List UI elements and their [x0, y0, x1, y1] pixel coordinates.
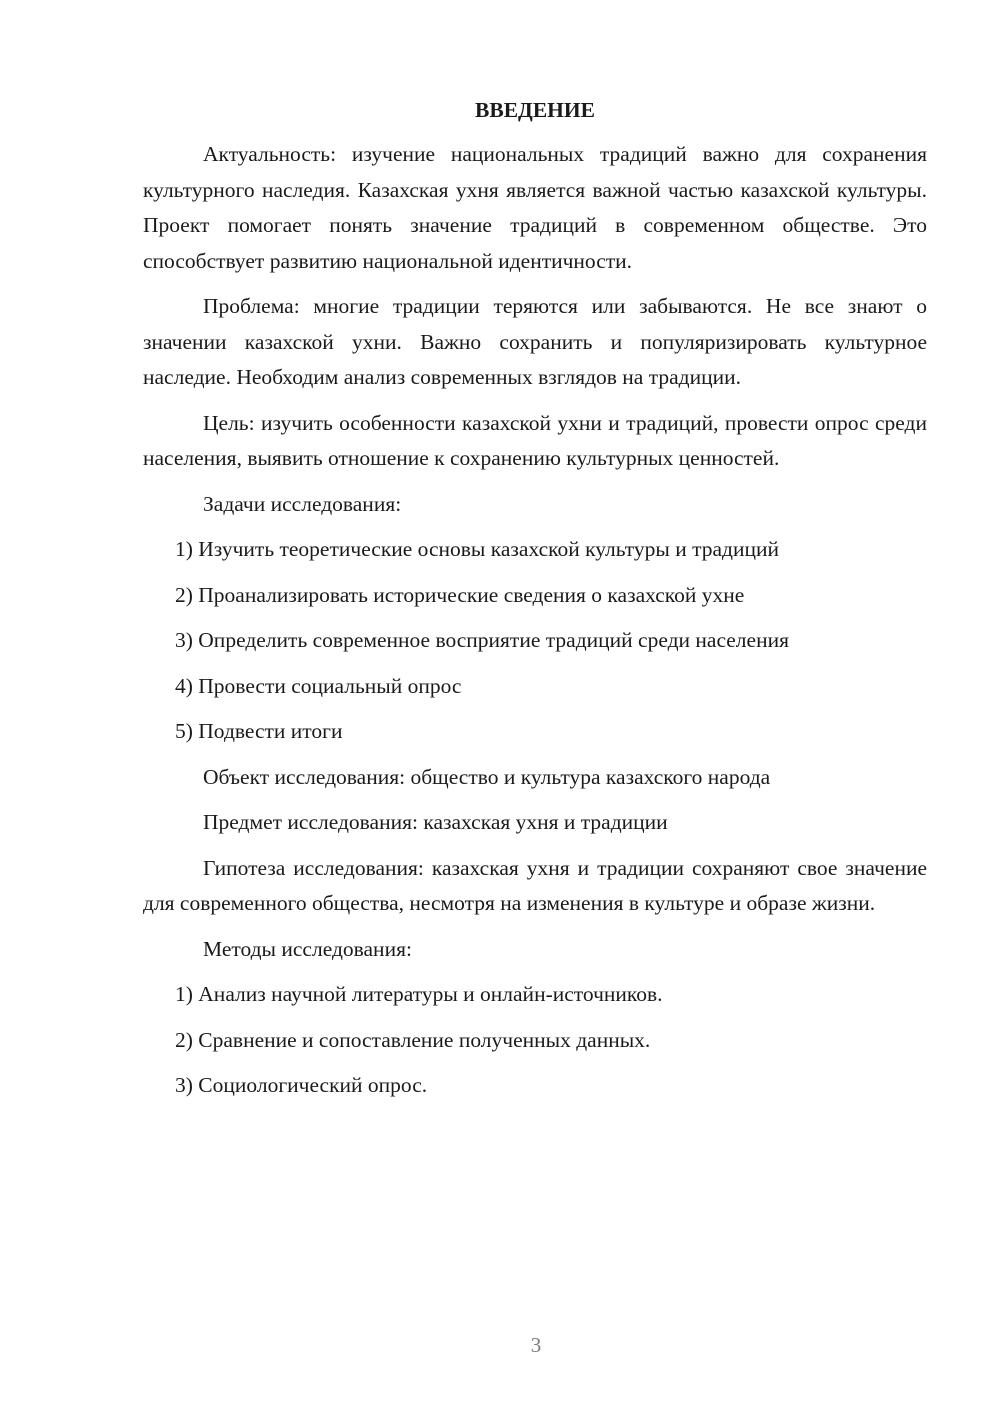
- list-item: 5) Подвести итоги: [175, 719, 343, 743]
- tasks-list: [143, 532, 927, 750]
- relevance-paragraph: Актуальность: изучение национальных традиций важно для сохранения культурного наследия. Казахская ухня является важной частью казахской культуры. Проект помогает понять значение традиций в современном обществе. Это способствует развитию национальной идентичности.: [143, 142, 927, 273]
- list-item: 3) Социологический опрос.: [175, 1073, 428, 1097]
- methods-heading: Методы исследования:: [203, 936, 412, 961]
- page-title: ВВЕДЕНИЕ: [475, 98, 595, 122]
- list-item: 1) Анализ научной литературы и онлайн-источников.: [175, 982, 663, 1006]
- list-item: 1) Изучить теоретические основы казахской культуры и традиций: [175, 537, 779, 561]
- list-item: 3) Определить современное восприятие традиций среди населения: [175, 628, 789, 652]
- list-item: 4) Провести социальный опрос: [175, 673, 462, 698]
- document-page: [143, 93, 927, 1114]
- page-number: 3: [530, 1333, 542, 1357]
- goal-paragraph: Цель: изучить особенности казахской ухни и традиций, провести опрос среди населения, выявить отношение к сохранению культурных ценностей.: [143, 410, 927, 470]
- problem-paragraph: Проблема: многие традиции теряются или забываются. Не все знают о значении казахской ухни. Важно сохранить и популяризировать культурное наследие. Необходим анализ современных взглядов на традиции.: [143, 294, 927, 389]
- list-item: 2) Проанализировать исторические сведения о казахской ухне: [175, 582, 745, 607]
- methods-list: [143, 977, 927, 1104]
- list-item: 2) Сравнение и сопоставление полученных данных.: [175, 1027, 651, 1052]
- research-subject: Предмет исследования: казахская ухня и традиции: [203, 810, 668, 834]
- hypothesis-paragraph: Гипотеза исследования: казахская ухня и традиции сохраняют свое значение для современного общества, несмотря на изменения в культуре и образе жизни.: [143, 855, 927, 915]
- research-object: Объект исследования: общество и культура казахского народа: [203, 764, 771, 789]
- tasks-heading: Задачи исследования:: [203, 491, 402, 516]
